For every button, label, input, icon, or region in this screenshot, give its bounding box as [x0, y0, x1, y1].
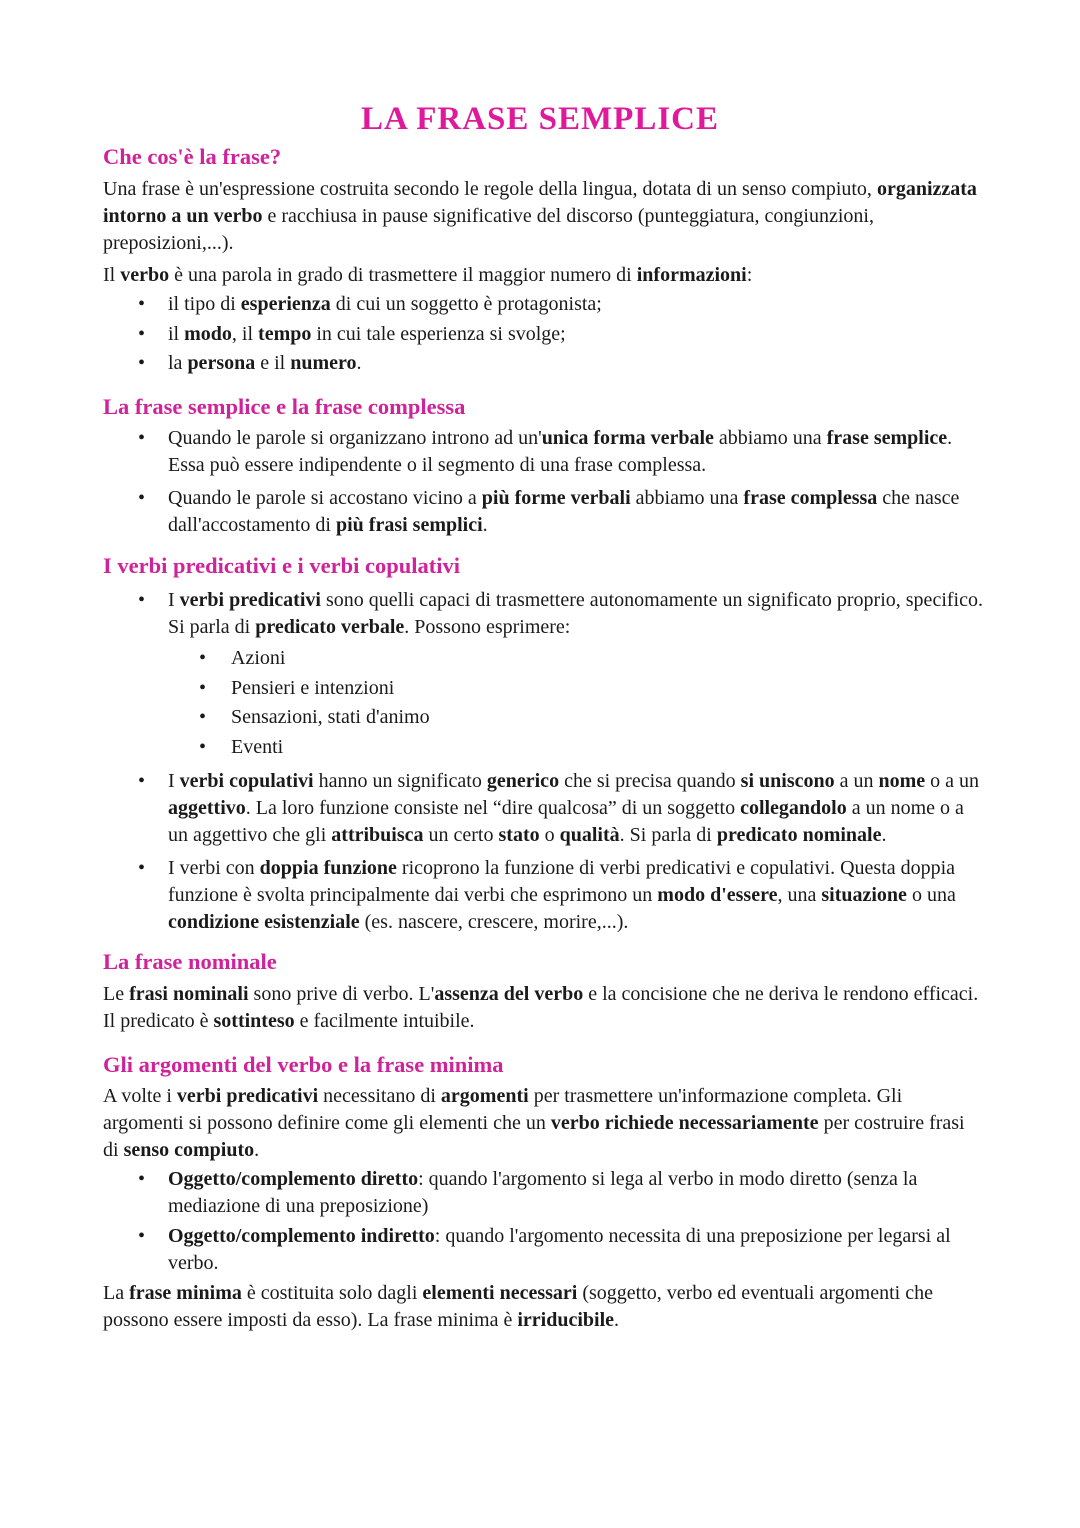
- text-run: .: [614, 1309, 620, 1331]
- list-item: [168, 291, 983, 318]
- text-run: , una: [777, 884, 822, 906]
- bold-term: verbo: [120, 264, 170, 286]
- list-item: [168, 321, 983, 348]
- paragraph-definizione-frase: [103, 176, 983, 257]
- text-run: o una: [906, 884, 956, 906]
- text-run: : quando l'argomento si lega al verbo in modo diretto (senza la mediazione di una preposizione): [168, 1168, 918, 1217]
- section-heading-frase-nominale: La frase nominale: [103, 949, 277, 974]
- text-run: sono quelli capaci di trasmettere autonomamente un significato proprio, specifico. Si parla di: [168, 589, 983, 638]
- paragraph-verbo: [103, 262, 983, 289]
- text-run: .: [881, 824, 887, 846]
- document-body: [103, 142, 983, 1334]
- text-run: ricoprono la funzione di verbi predicativi e copulativi. Questa doppia funzione è svolta principalmente dai verbi che esprimono un: [168, 857, 956, 906]
- text-run: o a un: [925, 770, 980, 792]
- bold-term: nome: [878, 770, 926, 792]
- text-run: . La loro funzione consiste nel “dire qualcosa” di un soggetto: [245, 797, 741, 819]
- bold-term: frase minima: [129, 1282, 242, 1304]
- text-run: La: [103, 1282, 130, 1304]
- text-run: I: [168, 770, 180, 792]
- bold-term: frase complessa: [743, 487, 878, 509]
- text-run: Quando le parole si accostano vicino a: [168, 487, 482, 509]
- bold-term: predicato nominale: [716, 824, 882, 846]
- bold-term: collegandolo: [740, 797, 847, 819]
- bold-term: assenza del verbo: [434, 983, 584, 1005]
- bold-term: aggettivo: [168, 797, 246, 819]
- bold-term: Oggetto/complemento diretto: [168, 1168, 419, 1190]
- bold-term: verbi predicativi: [176, 1085, 319, 1107]
- list-item: [168, 1166, 983, 1220]
- paragraph-frase-minima: [103, 1280, 983, 1334]
- text-run: è costituita solo dagli: [241, 1282, 423, 1304]
- paragraph-frase-nominale: [103, 981, 983, 1035]
- text-run: I: [168, 589, 180, 611]
- bold-term: più frasi semplici: [336, 514, 483, 536]
- text-run: .: [356, 352, 362, 374]
- list-item: [168, 485, 983, 539]
- paragraph-argomenti: [103, 1083, 983, 1164]
- text-run: è una parola in grado di trasmettere il maggior numero di: [169, 264, 637, 286]
- section-heading-verbi: I verbi predicativi e i verbi copulativi: [103, 553, 461, 578]
- bold-term: predicato verbale: [255, 616, 405, 638]
- text-run: e racchiusa in pause significative del discorso (punteggiatura, congiunzioni, preposizioni,...).: [103, 205, 874, 254]
- text-run: per trasmettere un'informazione completa. Gli argomenti si possono definire come gli elementi che un: [103, 1085, 903, 1134]
- text-run: e il: [255, 352, 291, 374]
- section-heading-semplice-complessa: La frase semplice e la frase complessa: [103, 394, 466, 419]
- list-item-doppia-funzione: [168, 855, 983, 936]
- bold-term: organizzata intorno a un verbo: [103, 178, 977, 227]
- text-run: (es. nascere, crescere, morire,...).: [359, 911, 629, 933]
- bold-term: argomenti: [440, 1085, 529, 1107]
- text-run: .: [254, 1139, 260, 1161]
- bold-term: esperienza: [240, 293, 331, 315]
- bold-term: stato: [498, 824, 540, 846]
- list-verbi: [103, 587, 983, 936]
- bold-term: elementi necessari: [422, 1282, 578, 1304]
- text-run: :: [746, 264, 753, 286]
- bold-term: Oggetto/complemento indiretto: [168, 1225, 435, 1247]
- text-run: . Si parla di: [619, 824, 717, 846]
- bold-term: si uniscono: [740, 770, 835, 792]
- bold-term: frasi nominali: [129, 983, 249, 1005]
- text-run: che nasce dall'accostamento di: [168, 487, 960, 536]
- text-run: : quando l'argomento necessita di una preposizione per legarsi al verbo.: [168, 1225, 951, 1274]
- list-item: [168, 1223, 983, 1277]
- text-run: Quando le parole si organizzano introno ad un': [168, 427, 542, 449]
- bold-term: situazione: [821, 884, 907, 906]
- bold-term: generico: [486, 770, 560, 792]
- list-item: [168, 350, 983, 377]
- list-item-verbi-predicativi: [168, 587, 983, 762]
- text-run: e facilmente intuibile.: [294, 1010, 475, 1032]
- bold-term: verbo richiede necessariamente: [550, 1112, 819, 1134]
- text-run: in cui tale esperienza si svolge;: [311, 322, 566, 345]
- bold-term: verbi copulativi: [179, 770, 314, 792]
- bold-term: modo d'essere: [657, 884, 778, 906]
- text-run: (soggetto, verbo ed eventuali argomenti che possono essere imposti da esso). La frase minima è: [103, 1282, 933, 1331]
- list-item-verbi-copulativi: [168, 768, 983, 849]
- sublist-esprimere: [168, 644, 983, 762]
- text-run: necessitano di: [318, 1085, 441, 1107]
- text-run: I verbi con: [168, 857, 260, 879]
- text-run: il tipo di: [168, 293, 241, 315]
- text-run: sono prive di verbo. L': [248, 983, 435, 1005]
- bold-term: condizione esistenziale: [168, 911, 360, 933]
- text-run: di cui un soggetto è protagonista;: [330, 293, 602, 315]
- bold-term: persona: [187, 352, 256, 374]
- sublist-item: • Sensazioni, stati d'animo: [231, 703, 983, 733]
- bold-term: verbi predicativi: [179, 589, 321, 611]
- list-informazioni-verbo: [103, 291, 983, 377]
- text-run: Le: [103, 983, 130, 1005]
- bold-term: qualità: [559, 824, 620, 846]
- section-heading-frase: Che cos'è la frase?: [103, 144, 282, 169]
- bold-term: informazioni: [636, 264, 747, 286]
- bold-term: tempo: [258, 322, 312, 345]
- list-complementi: [103, 1166, 983, 1277]
- bold-term: attribuisca: [331, 824, 424, 846]
- text-run: e la concisione che ne deriva le rendono efficaci. Il predicato è: [103, 983, 979, 1032]
- list-item-text: [168, 589, 983, 638]
- text-run: , il: [231, 322, 259, 345]
- bold-term: senso compiuto: [123, 1139, 255, 1161]
- text-run: o: [539, 824, 560, 846]
- text-run: hanno un significato: [313, 770, 487, 792]
- sublist-item: • Eventi: [231, 733, 983, 763]
- bold-term: numero: [290, 352, 357, 374]
- text-run: che si precisa quando: [559, 770, 741, 792]
- text-run: . Essa può essere indipendente o il segmento di una frase complessa.: [168, 427, 953, 476]
- bold-term: irriducibile: [517, 1309, 615, 1331]
- text-run: a un: [834, 770, 879, 792]
- text-run: abbiamo una: [713, 427, 827, 449]
- text-run: Il: [103, 264, 121, 286]
- text-run: un certo: [423, 824, 499, 846]
- section-heading-argomenti: Gli argomenti del verbo e la frase minima: [103, 1052, 504, 1077]
- list-item: [168, 425, 983, 479]
- bold-term: unica forma verbale: [541, 427, 714, 449]
- sublist-item: • Azioni: [231, 644, 983, 674]
- bold-term: modo: [184, 322, 232, 345]
- text-run: Una frase è un'espressione costruita secondo le regole della lingua, dotata di un senso compiuto,: [103, 178, 877, 200]
- bold-term: frase semplice: [826, 427, 948, 449]
- text-run: a un nome o a un aggettivo che gli: [168, 797, 964, 846]
- text-run: per costruire frasi di: [103, 1112, 965, 1161]
- text-run: abbiamo una: [630, 487, 744, 509]
- text-run: .: [482, 514, 488, 536]
- page-title: LA FRASE SEMPLICE: [360, 101, 720, 137]
- bold-term: doppia funzione: [259, 857, 397, 879]
- text-run: il: [168, 322, 185, 345]
- sublist-item: • Pensieri e intenzioni: [231, 674, 983, 704]
- bold-term: più forme verbali: [481, 487, 631, 509]
- text-run: A volte i: [103, 1085, 177, 1107]
- bold-term: sottinteso: [213, 1010, 295, 1032]
- text-run: la: [168, 352, 188, 374]
- text-run: . Possono esprimere:: [404, 616, 571, 638]
- list-semplice-complessa: [103, 425, 983, 539]
